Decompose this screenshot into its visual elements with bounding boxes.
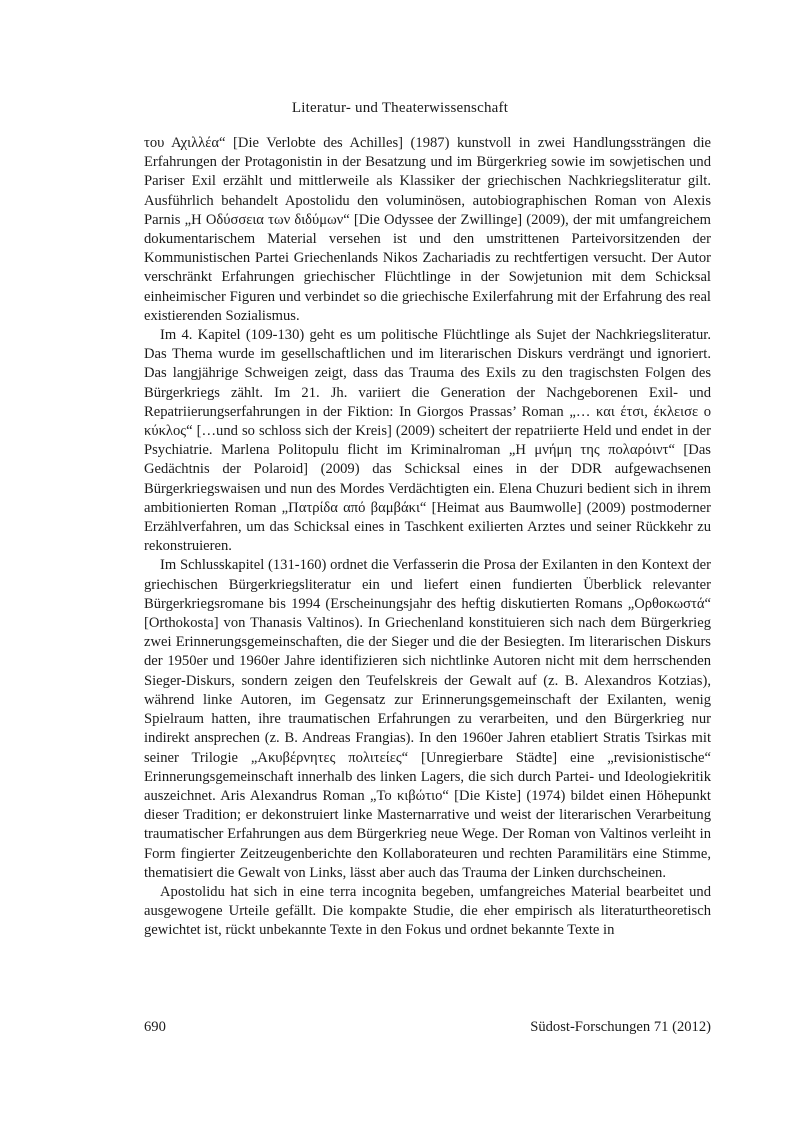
article-body bbox=[144, 134, 711, 941]
running-head: Literatur- und Theaterwissenschaft bbox=[291, 100, 509, 116]
page-number: 690 bbox=[144, 1019, 166, 1035]
paragraph-1: του Αχιλλέα“ [Die Verlobte des Achilles] (1987) kunstvoll in zwei Handlungssträngen die Erfahrungen der Protagonistin in der Besatzung und im Bürgerkrieg sowie im sowjetischen und Pariser Exil erzählt und mittlerweile als Klassiker der griechischen Nachkriegsliteratur gilt. Ausführlich behandelt Apostolidu den voluminösen, autobiographischen Roman von Alexis Parnis „Η Οδύσσεια των διδύμων“ [Die Odyssee der Zwillinge] (2009), der mit umfangreichem dokumentarischem Material versehen ist und den umstrittenen Parteivorsitzenden der Kommunistischen Partei Griechenlands Nikos Zachariadis zu rechtfertigen versucht. Der Autor verschränkt Erfahrungen griechischer Flüchtlinge in der Sowjetunion mit dem Schicksal einheimischer Figuren und verbindet so die griechische Exilerfahrung mit der Erfahrung des real existierenden Sozialismus. bbox=[144, 135, 711, 324]
journal-citation: Südost-Forschungen 71 (2012) bbox=[530, 1019, 711, 1035]
paragraph-3: Im Schlusskapitel (131-160) ordnet die Verfasserin die Prosa der Exilanten in den Kontext der griechischen Bürgerkriegsliteratur ein und liefert einen fundierten Überblick relevanter Bürgerkriegsromane bis 1994 (Erscheinungsjahr des heftig diskutierten Romans „Ορθοκωστά“ [Orthokosta] von Thanasis Valtinos). In Griechenland konstituieren sich nach dem Bürgerkrieg zwei Erinnerungsgemeinschaften, die der Sieger und die der Besiegten. Im literarischen Diskurs der 1950er und 1960er Jahre identifizieren sich nichtlinke Autoren nicht mit dem herrschenden Sieger-Diskurs, sondern zeigen den Teufelskreis der Gewalt auf (z. B. Alexandros Kotzias), während linke Autoren, im Gegensatz zur Erinnerungsgemeinschaft der Exilanten, wenig Spielraum hatten, ihre traumatischen Erfahrungen zu verarbeiten, und den Bürgerkrieg nur indirekt ansprechen (z. B. Andreas Frangias). In den 1960er Jahren etabliert Stratis Tsirkas mit seiner Trilogie „Ακυβέρνητες πολιτείες“ [Unregierbare Städte] eine „revisionistische“ Erinnerungsgemeinschaft innerhalb des linken Lagers, die sich durch Partei- und Ideologiekritik auszeichnet. Aris Alexandrus Roman „Το κιβώτιο“ [Die Kiste] (1974) bildet einen Höhepunkt dieser Tradition; er dekonstruiert linke Masternarrative und weist der literarischen Verarbeitung traumatischer Erfahrungen aus dem Bürgerkrieg neue Wege. Der Roman von Valtinos verleiht in Form fingierter Zeitzeugenberichte den Kollaborateuren und rechten Paramilitärs eine Stimme, thematisiert die Gewalt von Links, lässt aber auch das Trauma der Linken durchscheinen. bbox=[144, 557, 711, 881]
page-footer bbox=[144, 1019, 711, 1036]
paragraph-4: Apostolidu hat sich in eine terra incognita begeben, umfangreiches Material bearbeitet und ausgewogene Urteile gefällt. Die kompakte Studie, die eher empirisch als literaturtheoretisch gewichtet ist, rückt unbekannte Texte in den Fokus und ordnet bekannte Texte in bbox=[144, 883, 711, 939]
paragraph-2: Im 4. Kapitel (109-130) geht es um politische Flüchtlinge als Sujet der Nachkriegsliteratur. Das Thema wurde im gesellschaftlichen und im literarischen Diskurs verdrängt und ignoriert. Das langjährige Schweigen zeigt, dass das Trauma des Exils zu den tragischsten Folgen des Bürgerkriegs zählt. Im 21. Jh. variiert die Generation der Nachgeborenen Exil- und Repatriierungserfahrungen in der Fiktion: In Giorgos Prassas’ Roman „… και έτσι, έκλεισε ο κύκλος“ […und so schloss sich der Kreis] (2009) scheitert der repatriierte Held und endet in der Psychiatrie. Marlena Politopulu flicht im Kriminalroman „Η μνήμη της πολαρόιντ“ [Das Gedächtnis der Polaroid] (2009) das Schicksal eines in der DDR aufgewachsenen Bürgerkriegswaisen und nun des Mordes Verdächtigten ein. Elena Chuzuri bedient sich in ihrem ambitionierten Roman „Πατρίδα από βαμβάκι“ [Heimat aus Baumwolle] (2009) postmoderner Erzählverfahren, um das Schicksal eines in Taschkent exilierten Arztes und seiner Rückkehr zu rekonstruieren. bbox=[144, 327, 711, 555]
